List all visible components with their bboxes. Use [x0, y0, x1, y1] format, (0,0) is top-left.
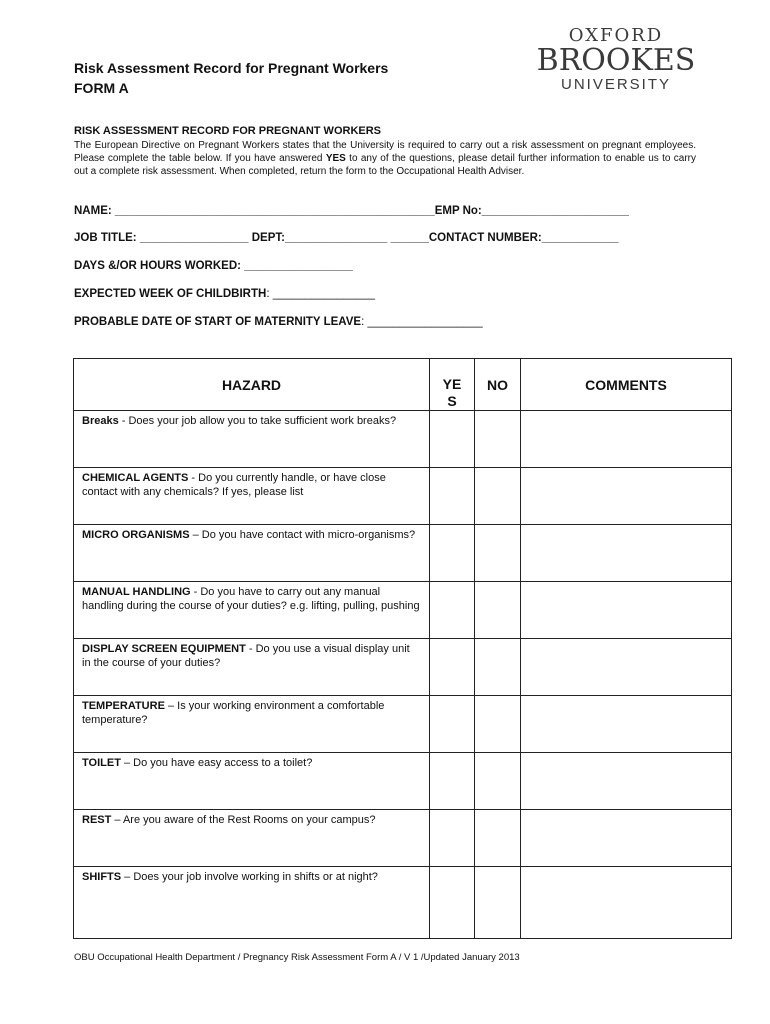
table-row [74, 582, 732, 639]
emp-label: EMP No: [434, 205, 482, 217]
logo-line1: OXFORD [568, 25, 664, 46]
hazard-question: - Do you use a visual display unit in the course of your duties? [82, 643, 410, 669]
comments-cell[interactable] [521, 525, 732, 582]
hazard-cell [74, 525, 430, 582]
hazard-title: MICRO ORGANISMS [82, 529, 190, 541]
emp-field[interactable]: _______________________ [481, 205, 629, 217]
job-title-field[interactable]: _________________ [139, 232, 249, 244]
hazard-title: TEMPERATURE [82, 700, 165, 712]
form-title-line1: Risk Assessment Record for Pregnant Workers [74, 60, 389, 76]
hazard-cell [74, 468, 430, 525]
childbirth-label: EXPECTED WEEK OF CHILDBIRTH [74, 288, 267, 300]
hazard-question: – Do you have contact with micro-organisms? [189, 529, 416, 541]
hazard-title: DISPLAY SCREEN EQUIPMENT [82, 643, 246, 655]
job-title-label: JOB TITLE: [74, 232, 140, 244]
hazard-title: REST [82, 814, 112, 826]
hazard-cell [74, 639, 430, 696]
intro-text-after: to any of the questions, please detail further information to enable us to carry out a complete risk assessment. When completed, return the form to the Occupational Health Adviser. [74, 153, 697, 178]
maternity-row [74, 316, 483, 328]
comments-cell[interactable] [521, 468, 732, 525]
table-row [74, 753, 732, 810]
no-cell[interactable] [475, 753, 521, 810]
form-title [74, 58, 388, 98]
maternity-label: PROBABLE DATE OF START OF MATERNITY LEAVE [74, 316, 362, 328]
comments-cell[interactable] [521, 582, 732, 639]
comments-cell[interactable] [521, 867, 732, 939]
hazard-table-header [74, 359, 732, 411]
maternity-field[interactable]: : __________________ [361, 316, 483, 328]
hazard-question: – Do you have easy access to a toilet? [120, 757, 313, 769]
no-cell[interactable] [475, 525, 521, 582]
comments-cell[interactable] [521, 696, 732, 753]
hazard-title: Breaks [82, 415, 119, 427]
comments-cell[interactable] [521, 810, 732, 867]
logo-line3: UNIVERSITY [560, 76, 671, 93]
table-row [74, 696, 732, 753]
no-cell[interactable] [475, 810, 521, 867]
yes-cell[interactable] [430, 582, 475, 639]
childbirth-field[interactable]: : ________________ [266, 288, 376, 300]
hazard-cell [74, 411, 430, 468]
name-field[interactable]: __________________________________________________ [114, 205, 435, 217]
contact-number-field[interactable]: ____________ [541, 232, 619, 244]
comments-cell[interactable] [521, 411, 732, 468]
table-row [74, 810, 732, 867]
no-cell[interactable] [475, 582, 521, 639]
table-row [74, 867, 732, 939]
hazard-question: - Does your job allow you to take sufficient work breaks? [118, 415, 397, 427]
no-cell[interactable] [475, 867, 521, 939]
comments-cell[interactable] [521, 639, 732, 696]
hazard-cell [74, 867, 430, 939]
hazard-question: - Do you currently handle, or have close contact with any chemicals? If yes, please list [82, 472, 386, 498]
table-row [74, 468, 732, 525]
hazard-question: - Do you have to carry out any manual handling during the course of your duties? e.g. lifting, pulling, pushing [82, 586, 420, 612]
intro-paragraph [74, 139, 696, 179]
yes-header: YE S [430, 359, 475, 411]
form-title-line2: FORM A [74, 80, 129, 96]
yes-cell[interactable] [430, 867, 475, 939]
hazard-question: – Is your working environment a comfortable temperature? [82, 700, 385, 726]
no-cell[interactable] [475, 639, 521, 696]
dept-field[interactable]: ________________ ______ [284, 232, 429, 244]
hazard-cell [74, 810, 430, 867]
intro-emphasis: YES [325, 153, 346, 165]
hazard-title: SHIFTS [82, 871, 122, 883]
hazard-cell [74, 696, 430, 753]
hazard-table [73, 358, 732, 939]
job-dept-contact-row [74, 232, 618, 244]
yes-cell[interactable] [430, 696, 475, 753]
hazard-cell [74, 753, 430, 810]
intro-text-before: The European Directive on Pregnant Workers states that the University is required to carry out a risk assessment on pregnant employees. Please complete the table below. If you have answered [74, 140, 696, 165]
childbirth-row [74, 288, 375, 300]
hazard-question: – Does your job involve working in shifts or at night? [121, 871, 378, 883]
dept-label: DEPT: [248, 232, 285, 244]
footer-text: OBU Occupational Health Department / Pregnancy Risk Assessment Form A / V 1 /Updated January 2013 [74, 952, 520, 963]
name-label: NAME: [74, 205, 115, 217]
hazard-title: MANUAL HANDLING [82, 586, 191, 598]
logo-line2: BROOKES [536, 43, 696, 78]
no-header: NO [475, 359, 521, 411]
comments-cell[interactable] [521, 753, 732, 810]
days-hours-field[interactable]: _________________ [244, 260, 353, 272]
table-row [74, 525, 732, 582]
hazard-question: – Are you aware of the Rest Rooms on your campus? [111, 814, 376, 826]
yes-cell[interactable] [430, 810, 475, 867]
hazard-cell [74, 582, 430, 639]
yes-cell[interactable] [430, 411, 475, 468]
days-hours-row [74, 260, 353, 272]
table-row [74, 411, 732, 468]
no-cell[interactable] [475, 696, 521, 753]
hazard-title: CHEMICAL AGENTS [82, 472, 189, 484]
yes-cell[interactable] [430, 639, 475, 696]
hazard-title: TOILET [82, 757, 121, 769]
yes-cell[interactable] [430, 525, 475, 582]
yes-cell[interactable] [430, 753, 475, 810]
no-cell[interactable] [475, 411, 521, 468]
no-cell[interactable] [475, 468, 521, 525]
hazard-header: HAZARD [74, 359, 430, 411]
yes-cell[interactable] [430, 468, 475, 525]
table-row [74, 639, 732, 696]
section-heading: RISK ASSESSMENT RECORD FOR PREGNANT WORKERS [74, 125, 382, 137]
comments-header: COMMENTS [521, 359, 732, 411]
days-hours-label: DAYS &/OR HOURS WORKED: [74, 260, 245, 272]
contact-number-label: CONTACT NUMBER: [428, 232, 542, 244]
university-logo [530, 26, 702, 94]
name-emp-row [74, 205, 629, 217]
